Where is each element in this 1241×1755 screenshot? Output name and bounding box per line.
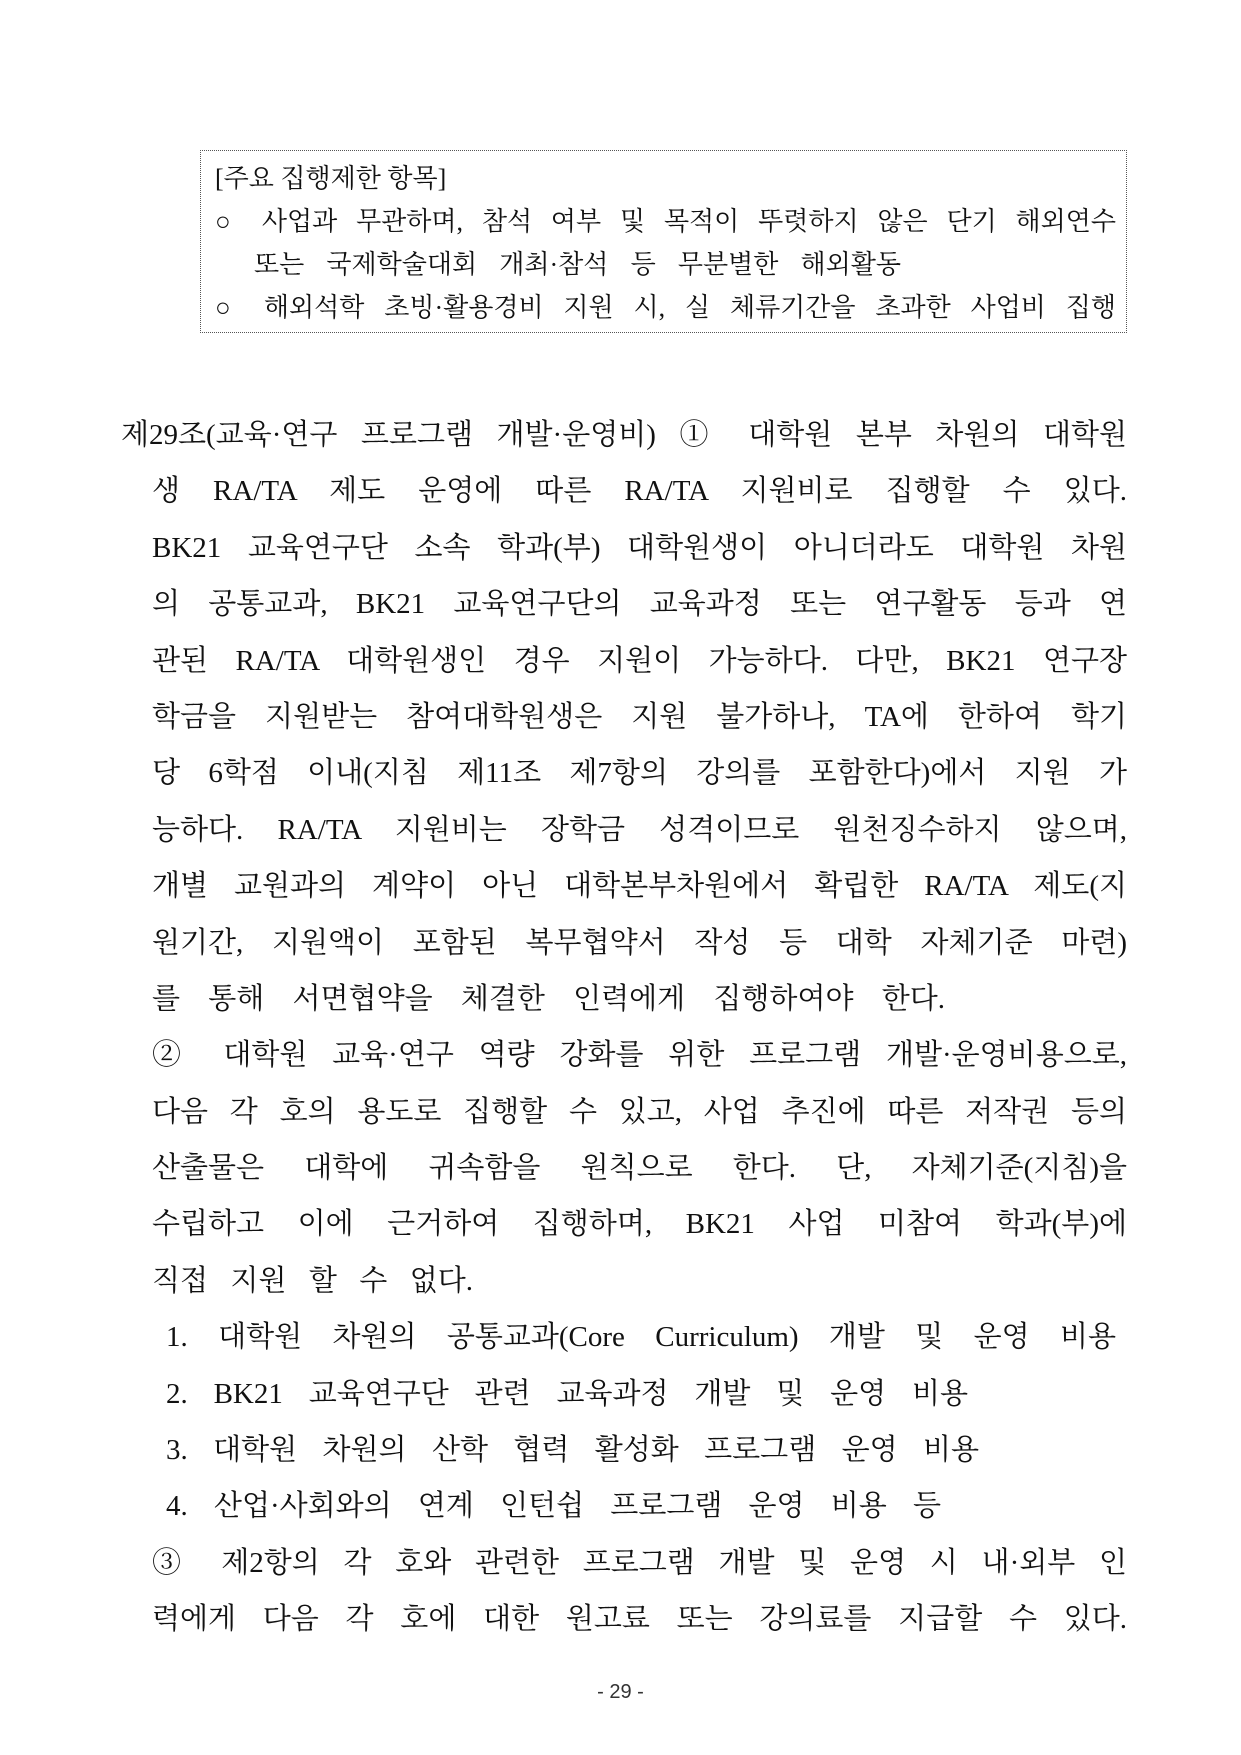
notice-item [215,286,1116,329]
notice-item-text: 해외석학 초빙·활용경비 지원 시, 실 체류기간을 초과한 사업비 집행 [263,293,1117,322]
notice-item [215,200,1116,243]
text-line: 의 공통교과, BK21 교육연구단의 교육과정 또는 연구활동 등과 연 [152,588,1127,621]
text-line: BK21 교육연구단 소속 학과(부) 대학원생이 아니더라도 대학원 차원 [152,531,1127,564]
text-line: 개별 교원과의 계약이 아닌 대학본부차원에서 확립한 RA/TA 제도(지 [152,870,1127,903]
text-line: 직접 지원 할 수 없다. [152,1264,473,1297]
bullet-circle-icon: ○ [215,293,245,322]
page-number: - 29 - [597,1681,644,1703]
notice-item-continuation: 또는 국제학술대회 개최·참석 등 무분별한 해외활동 [254,250,901,279]
clause-1-start: ① 대학원 본부 차원의 대학원 [679,419,1127,451]
list-item: 2. BK21 교육연구단 관련 교육과정 개발 및 운영 비용 [166,1377,968,1410]
list-item: 1. 대학원 차원의 공통교과(Core Curriculum) 개발 및 운영 비용 [166,1321,1116,1354]
article-title: 제29조(교육·연구 프로그램 개발·운영비) [121,419,656,451]
text-line: 산출물은 대학에 귀속함을 원칙으로 한다. 단, 자체기준(지침)을 [152,1152,1127,1185]
list-item: 3. 대학원 차원의 산학 협력 활성화 프로그램 운영 비용 [166,1434,979,1467]
notice-item-text: 사업과 무관하며, 참석 여부 및 목적이 뚜렷하지 않은 단기 해외연수 [261,207,1117,236]
notice-title: [주요 집행제한 항목] [215,164,447,193]
clause-3-start: ③ 제2항의 각 호와 관련한 프로그램 개발 및 운영 시 내·외부 인 [152,1546,1127,1579]
text-line: 수립하고 이에 근거하여 집행하며, BK21 사업 미참여 학과(부)에 [152,1208,1127,1241]
text-line: 력에게 다음 각 호에 대한 원고료 또는 강의료를 지급할 수 있다. [152,1603,1127,1636]
clause-2-start: ② 대학원 교육·연구 역량 강화를 위한 프로그램 개발·운영비용으로, [152,1039,1127,1072]
text-line: 생 RA/TA 제도 운영에 따른 RA/TA 지원비로 집행할 수 있다. [152,475,1127,508]
article-first-line [121,407,1127,463]
list-item: 4. 산업·사회와의 연계 인턴쉽 프로그램 운영 비용 등 [166,1490,941,1523]
article-29 [121,407,1127,1648]
restriction-notice-box [200,150,1127,333]
text-line: 를 통해 서면협약을 체결한 인력에게 집행하여야 한다. [152,982,945,1015]
text-line: 당 6학점 이내(지침 제11조 제7항의 강의를 포함한다)에서 지원 가 [152,757,1127,790]
text-line: 원기간, 지원액이 포함된 복무협약서 작성 등 대학 자체기준 마련) [152,926,1127,959]
text-line: 학금을 지원받는 참여대학원생은 지원 불가하나, TA에 한하여 학기 [152,700,1127,733]
text-line: 능하다. RA/TA 지원비는 장학금 성격이므로 원천징수하지 않으며, [152,813,1127,846]
text-line: 다음 각 호의 용도로 집행할 수 있고, 사업 추진에 따른 저작권 등의 [152,1095,1127,1128]
text-line: 관된 RA/TA 대학원생인 경우 지원이 가능하다. 다만, BK21 연구장 [152,644,1127,677]
bullet-circle-icon: ○ [215,207,244,236]
